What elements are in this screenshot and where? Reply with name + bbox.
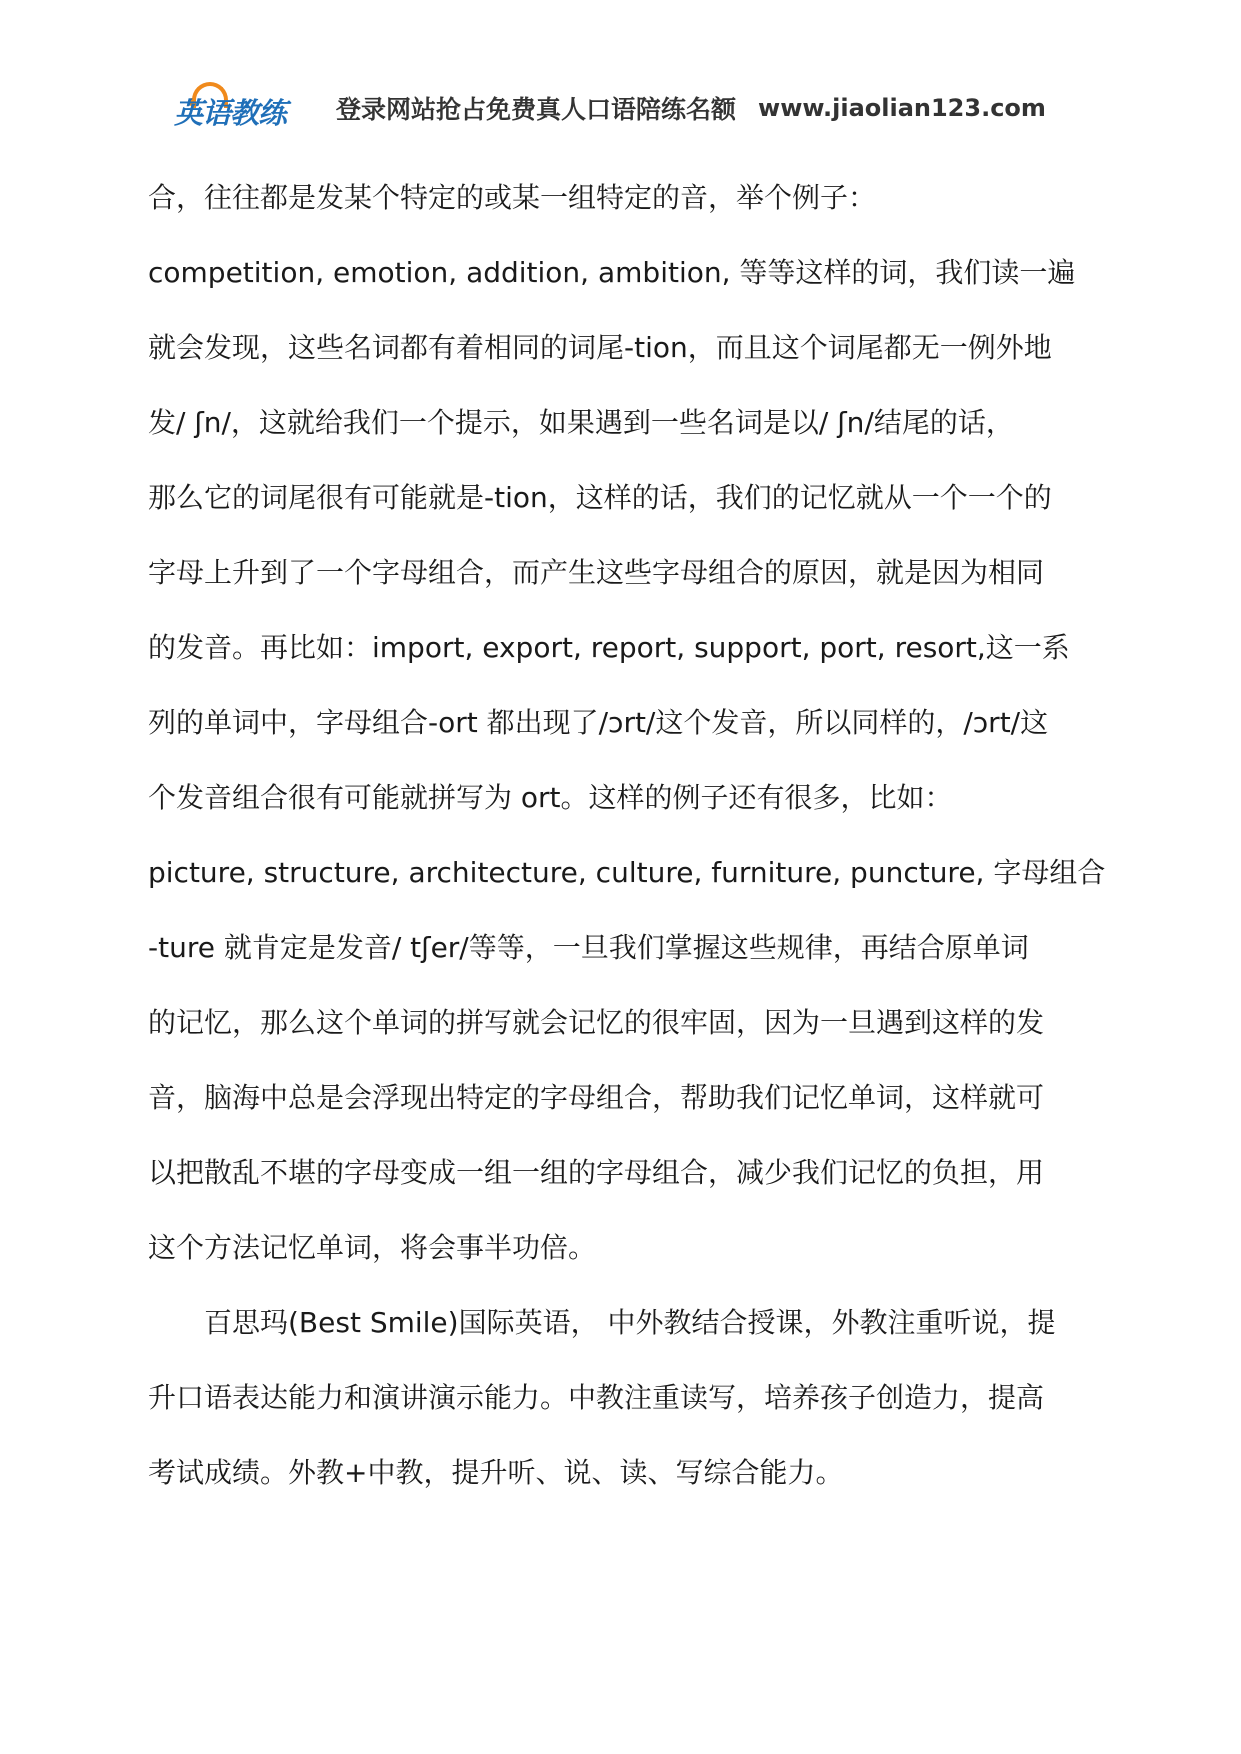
text-line: 的记忆，那么这个单词的拼写就会记忆的很牢固，因为一旦遇到这样的发 [148, 1006, 1045, 1039]
text-line: 音，脑海中总是会浮现出特定的字母组合，帮助我们记忆单词，这样就可 [148, 1081, 1045, 1114]
text-line: 升口语表达能力和演讲演示能力。中教注重读写，培养孩子创造力，提高 [148, 1381, 1045, 1414]
text-line: 的发音。再比如：import, export, report, support, port, resort,这一系 [148, 631, 1070, 664]
paragraph-start-line: 百思玛(Best Smile)国际英语， 中外教结合授课，外教注重听说，提 [204, 1306, 1056, 1339]
logo [174, 80, 314, 136]
text-line: competition, emotion, addition, ambition, 等等这样的词，我们读一遍 [148, 256, 1076, 289]
document-body [148, 160, 1106, 1510]
text-line: 列的单词中，字母组合-ort 都出现了/ɔrt/这个发音，所以同样的，/ɔrt/这 [148, 706, 1049, 739]
text-line: 就会发现，这些名词都有着相同的词尾-tion，而且这个词尾都无一例外地 [148, 331, 1052, 364]
text-line: 那么它的词尾很有可能就是-tion，这样的话，我们的记忆就从一个一个的 [148, 481, 1052, 514]
text-line: 以把散乱不堪的字母变成一组一组的字母组合，减少我们记忆的负担，用 [148, 1156, 1045, 1189]
page-header [174, 78, 1074, 138]
text-line: 合，往往都是发某个特定的或某一组特定的音，举个例子： [148, 181, 877, 214]
header-slogan: 登录网站抢占免费真人口语陪练名额 [336, 95, 737, 124]
text-line: 考试成绩。外教+中教，提升听、说、读、写综合能力。 [148, 1456, 844, 1489]
text-line: picture, structure, architecture, culture, furniture, puncture, 字母组合 [148, 856, 1106, 889]
text-line: 发/ ʃn/，这就给我们一个提示，如果遇到一些名词是以/ ʃn/结尾的话， [148, 406, 1014, 439]
text-line: 字母上升到了一个字母组合，而产生这些字母组合的原因，就是因为相同 [148, 556, 1045, 589]
header-url: www.jiaolian123.com [758, 94, 1046, 122]
text-line: 个发音组合很有可能就拼写为 ort。这样的例子还有很多，比如： [148, 781, 953, 814]
text-line: 这个方法记忆单词，将会事半功倍。 [148, 1231, 597, 1264]
logo-text: 英语教练 [174, 96, 287, 130]
text-line: -ture 就肯定是发音/ tʃer/等等，一旦我们掌握这些规律，再结合原单词 [148, 931, 1029, 964]
